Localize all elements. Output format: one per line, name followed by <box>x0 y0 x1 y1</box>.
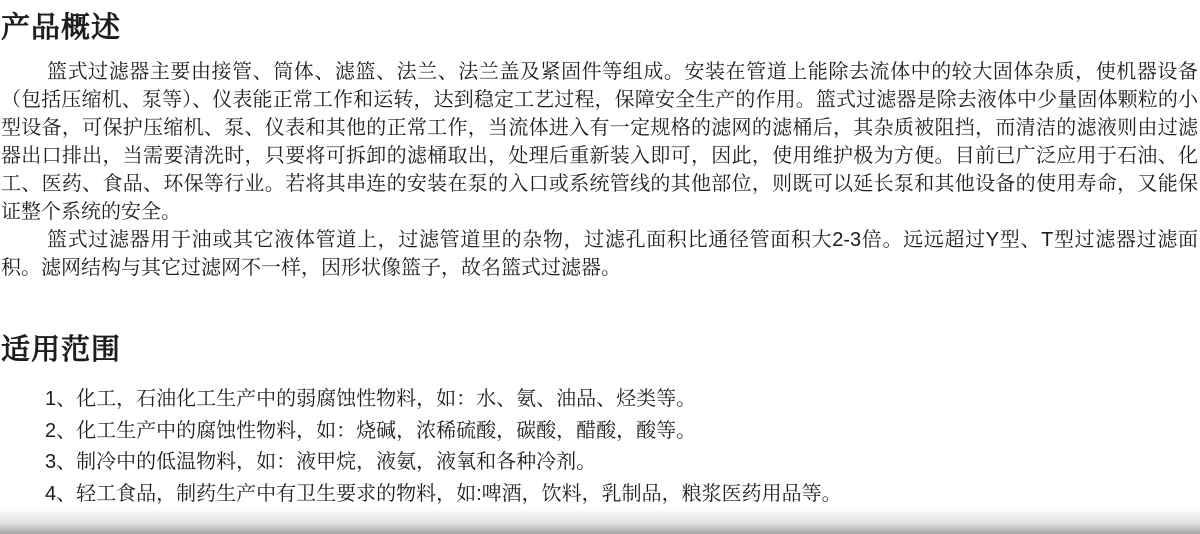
application-scope-item-3: 3、制冷中的低温物料，如：液甲烷，液氨，液氧和各种冷剂。 <box>45 451 597 473</box>
product-overview-paragraph-2: 篮式过滤器用于油或其它液体管道上，过滤管道里的杂物，过滤孔面积比通径管面积大2-3倍。远远超过Y型、T型过滤器过滤面积。滤网结构与其它过滤网不一样，因形状像篮子，故名篮式过滤器。 <box>1 229 1198 279</box>
product-overview-heading: 产品概述 <box>1 12 122 44</box>
application-scope-item-4: 4、轻工食品，制药生产中有卫生要求的物料，如:啤酒，饮料，乳制品，粮浆医药用品等。 <box>45 482 842 505</box>
section-application-scope <box>1 330 1198 510</box>
application-scope-item-2: 2、化工生产中的腐蚀性物料，如：烧碱，浓稀硫酸，碳酸，醋酸，酸等。 <box>45 419 697 442</box>
application-scope-heading: 适用范围 <box>1 334 122 366</box>
application-scope-list <box>1 384 1198 510</box>
section-product-overview <box>1 8 1198 282</box>
bottom-shadow-gradient <box>0 508 1200 534</box>
product-overview-paragraph-1: 篮式过滤器主要由接管、筒体、滤篮、法兰、法兰盖及紧固件等组成。安装在管道上能除去流体中的较大固体杂质，使机器设备（包括压缩机、泵等）、仪表能正常工作和运转，达到稳定工艺过程，保障安全生产的作用。篮式过滤器是除去液体中少量固体颗粒的小型设备，可保护压缩机、泵、仪表和其他的正常工作，当流体进入有一定规格的滤网的滤桶后，其杂质被阻挡，而清洁的滤液则由过滤器出口排出，当需要清洗时，只要将可拆卸的滤桶取出，处理后重新装入即可，因此，使用维护极为方便。目前已广泛应用于石油、化工、医药、食品、环保等行业。若将其串连的安装在泵的入口或系统管线的其他部位，则既可以延长泵和其他设备的使用寿命，又能保证整个系统的安全。 <box>1 61 1198 223</box>
application-scope-item-1: 1、化工，石油化工生产中的弱腐蚀性物料，如：水、氨、油品、烃类等。 <box>45 388 697 410</box>
